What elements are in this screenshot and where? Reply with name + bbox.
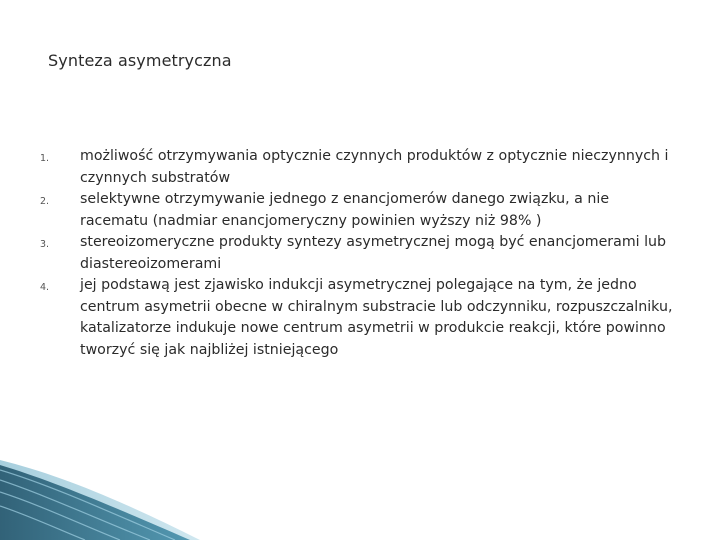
slide-title: Synteza asymetryczna [48,51,232,70]
list-item-number: 1. [40,153,50,164]
list-item [40,146,680,189]
list-item [40,275,680,361]
list-item-text: możliwość otrzymywania optycznie czynnych produktów z optycznie nieczynnych i czynnych substratów [80,148,669,186]
numbered-list [40,146,680,361]
list-item-text: stereoizomeryczne produkty syntezy asymetrycznej mogą być enancjomerami lub diastereoizomerami [80,234,667,272]
list-item-text: jej podstawą jest zjawisko indukcji asymetrycznej polegające na tym, że jedno centrum asymetrii obecne w chiralnym substracie lub odczynniku, rozpuszczalniku, katalizatorze indukuje nowe centrum asymetrii w produkcie reakcji, które powinno tworzyć się jak najbliżej istniejącego [80,277,673,358]
corner-wave-decoration [0,440,200,540]
list-item [40,189,680,232]
list-item-number: 4. [40,282,50,293]
list-item-number: 2. [40,196,50,207]
list-item-number: 3. [40,239,50,250]
list-item [40,232,680,275]
list-item-text: selektywne otrzymywanie jednego z enancjomerów danego związku, a nie racematu (nadmiar enancjomeryczny powinien wyższy niż 98% ) [80,191,610,229]
